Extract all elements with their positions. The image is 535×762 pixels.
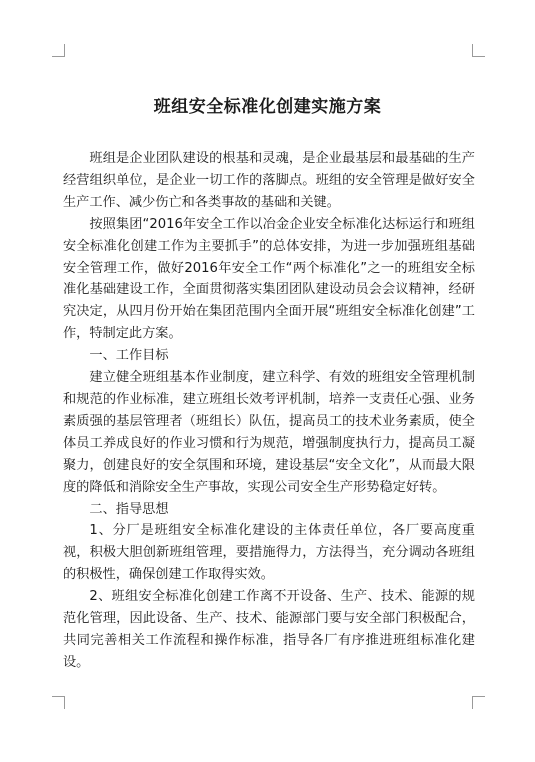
crop-mark-bottom-left: [52, 696, 65, 709]
crop-mark-top-left: [52, 44, 65, 57]
section-heading-goals: 一、工作目标: [89, 348, 169, 364]
crop-mark-top-right: [472, 44, 485, 57]
document-body: [63, 148, 475, 674]
document-title: 班组安全标准化创建实施方案: [153, 97, 382, 117]
paragraph-intro: 班组是企业团队建设的根基和灵魂，是企业最基层和最基础的生产经营组织单位，是企业一切工作的落脚点。班组的安全管理是做好安全生产工作、减少伤亡和各类事故的基础和关键。: [63, 151, 475, 210]
crop-mark-bottom-right: [472, 696, 485, 709]
section-heading-guidance: 二、指导思想: [89, 501, 169, 517]
paragraph-guidance-2: 2、班组安全标准化创建工作离不开设备、生产、技术、能源的规范化管理，因此设备、生产、技术、能源部门要与安全部门积极配合，共同完善相关工作流程和操作标准，指导各厂有序推进班组标准化建设。: [63, 589, 475, 670]
paragraph-goals: 建立健全班组基本作业制度，建立科学、有效的班组安全管理机制和规范的作业标准，建立班组长效考评机制，培养一支责任心强、业务素质强的基层管理者（班组长）队伍，提高员工的技术业务素质，使全体员工养成良好的作业习惯和行为规范，增强制度执行力，提高员工凝聚力，创建良好的安全氛围和环境，建设基层“安全文化”，从而最大限度的降低和消除安全生产事故，实现公司安全生产形势稳定好转。: [63, 370, 475, 495]
paragraph-guidance-1: 1、分厂是班组安全标准化建设的主体责任单位，各厂要高度重视，积极大胆创新班组管理，要措施得力，方法得当，充分调动各班组的积极性，确保创建工作取得实效。: [63, 523, 475, 583]
paragraph-background: 按照集团“2016年安全工作以冶金企业安全标准化达标运行和班组安全标准化创建工作为主要抓手”的总体安排，为进一步加强班组基础安全管理工作，做好2016年安全工作“两个标准化”之一的班组安全标准化基础建设工作，全面贯彻落实集团团队建设动员会会议精神，经研究决定，从四月份开始在集团范围内全面开展“班组安全标准化创建”工作，特制定此方案。: [63, 216, 475, 342]
